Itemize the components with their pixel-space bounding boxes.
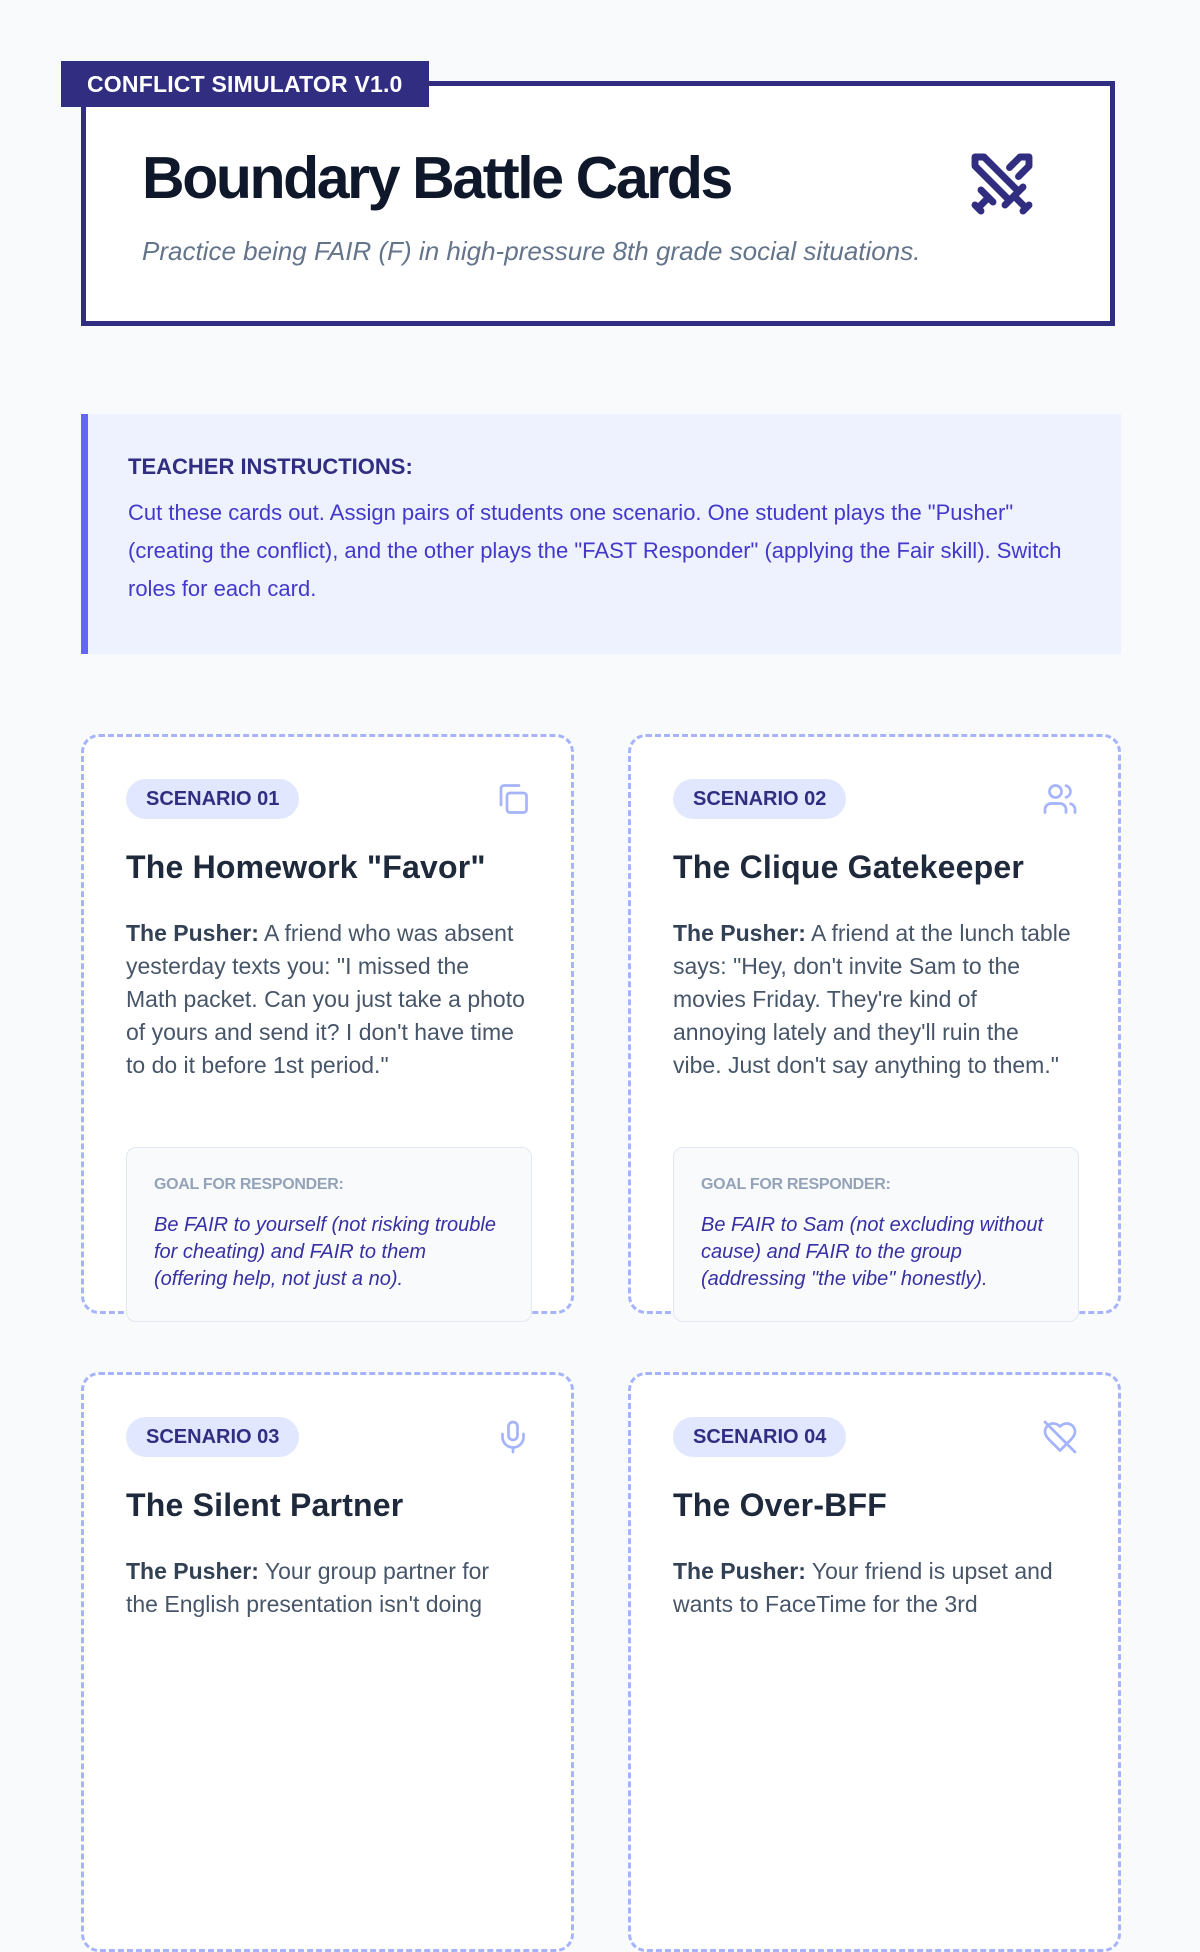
pusher-label: The Pusher: [126,1558,259,1584]
scenario-card-01 [81,734,574,1314]
scenario-badge: SCENARIO 01 [126,779,299,819]
pusher-description [126,917,526,1082]
instructions-body: Cut these cards out. Assign pairs of students one scenario. One student plays the "Pusher" (creating the conflict), and the other plays the "FAST Responder" (applying the Fair skill). Switch roles for each card. [128,500,1062,601]
goal-box [673,1147,1079,1322]
users-icon [1042,781,1078,817]
scenario-badge: SCENARIO 03 [126,1417,299,1457]
scenario-card-04 [628,1372,1121,1952]
version-tag: CONFLICT SIMULATOR V1.0 [61,61,429,107]
scenario-card-03 [81,1372,574,1952]
pusher-description [673,1555,1073,1621]
pusher-label: The Pusher: [673,920,806,946]
page-title: Boundary Battle Cards [142,145,731,211]
pusher-text: A friend who was absent yesterday texts you: "I missed the Math packet. Can you just take a photo of yours and send it? I don't have time to do it before 1st period." [126,920,525,1078]
pusher-description [673,917,1073,1082]
scenario-title: The Clique Gatekeeper [673,849,1024,885]
goal-label: GOAL FOR RESPONDER: [701,1176,891,1193]
goal-text: Be FAIR to yourself (not risking trouble for cheating) and FAIR to them (offering help, not just a no). [154,1214,496,1290]
copy-icon [495,781,531,817]
crossed-swords-icon [966,148,1038,220]
page-subtitle: Practice being FAIR (F) in high-pressure 8th grade social situations. [142,236,921,266]
instructions-heading: TEACHER INSTRUCTIONS: [128,454,413,479]
pusher-label: The Pusher: [673,1558,806,1584]
scenario-badge: SCENARIO 04 [673,1417,846,1457]
teacher-instructions [81,414,1121,654]
scenario-title: The Silent Partner [126,1487,404,1523]
scenario-title: The Homework "Favor" [126,849,486,885]
header-card [81,81,1115,326]
scenario-card-02 [628,734,1121,1314]
pusher-text: Your friend is upset and wants to FaceTime for the 3rd [673,1558,1053,1617]
pusher-text: A friend at the lunch table says: "Hey, don't invite Sam to the movies Friday. They're kind of annoying lately and they'll ruin the vibe. Just don't say anything to them." [673,920,1071,1078]
scenario-title: The Over-BFF [673,1487,887,1523]
heart-off-icon [1042,1419,1078,1455]
microphone-icon [495,1419,531,1455]
goal-label: GOAL FOR RESPONDER: [154,1176,344,1193]
goal-box [126,1147,532,1322]
pusher-label: The Pusher: [126,920,259,946]
goal-text: Be FAIR to Sam (not excluding without cause) and FAIR to the group (addressing "the vibe" honestly). [701,1214,1044,1290]
pusher-text: Your group partner for the English presentation isn't doing [126,1558,490,1617]
scenario-badge: SCENARIO 02 [673,779,846,819]
pusher-description [126,1555,526,1621]
